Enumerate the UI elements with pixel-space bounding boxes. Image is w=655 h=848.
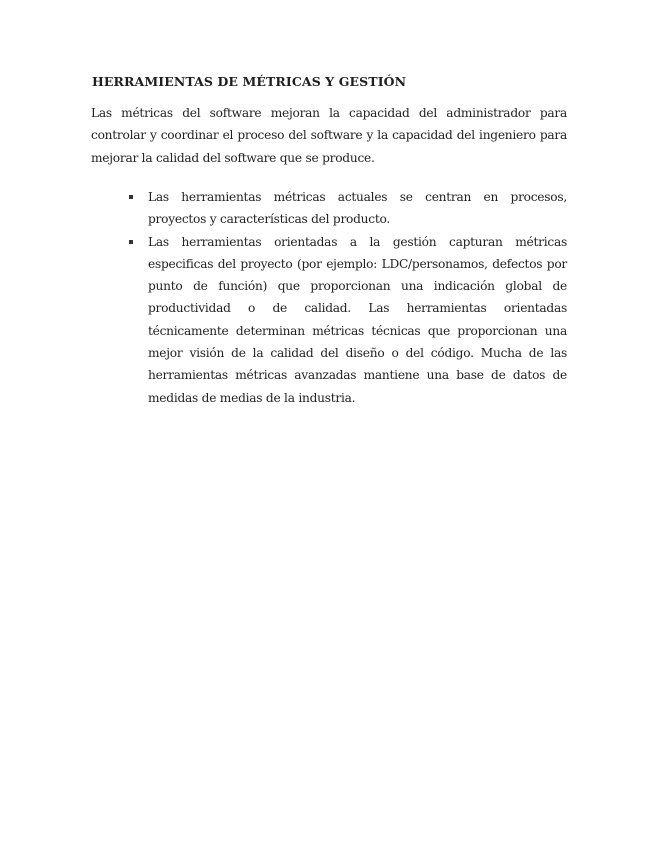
list-item — [148, 231, 567, 409]
bullet-list — [148, 186, 567, 409]
list-item-text: Las herramientas métricas actuales se centran en procesos, proyectos y características del producto. — [148, 190, 567, 227]
list-item-text: Las herramientas orientadas a la gestión capturan métricas especificas del proyecto (por ejemplo: LDC/personamos, defectos por punto de función) que proporcionan una indicación global de productividad o de calidad. Las herramientas orientadas técnicamente determinan métricas técnicas que proporcionan una mejor visión de la calidad del diseño o del código. Mucha de las herramientas métricas avanzadas mantiene una base de datos de medidas de medias de la industria. — [148, 234, 567, 405]
square-bullet-icon — [129, 195, 133, 199]
intro-paragraph: Las métricas del software mejoran la capacidad del administrador para controlar y coordinar el proceso del software y la capacidad del ingeniero para mejorar la calidad del software que se produce. — [91, 106, 567, 165]
square-bullet-icon — [129, 240, 133, 244]
section-heading: HERRAMIENTAS DE MÉTRICAS Y GESTIÓN — [92, 74, 407, 89]
list-item — [148, 186, 567, 231]
